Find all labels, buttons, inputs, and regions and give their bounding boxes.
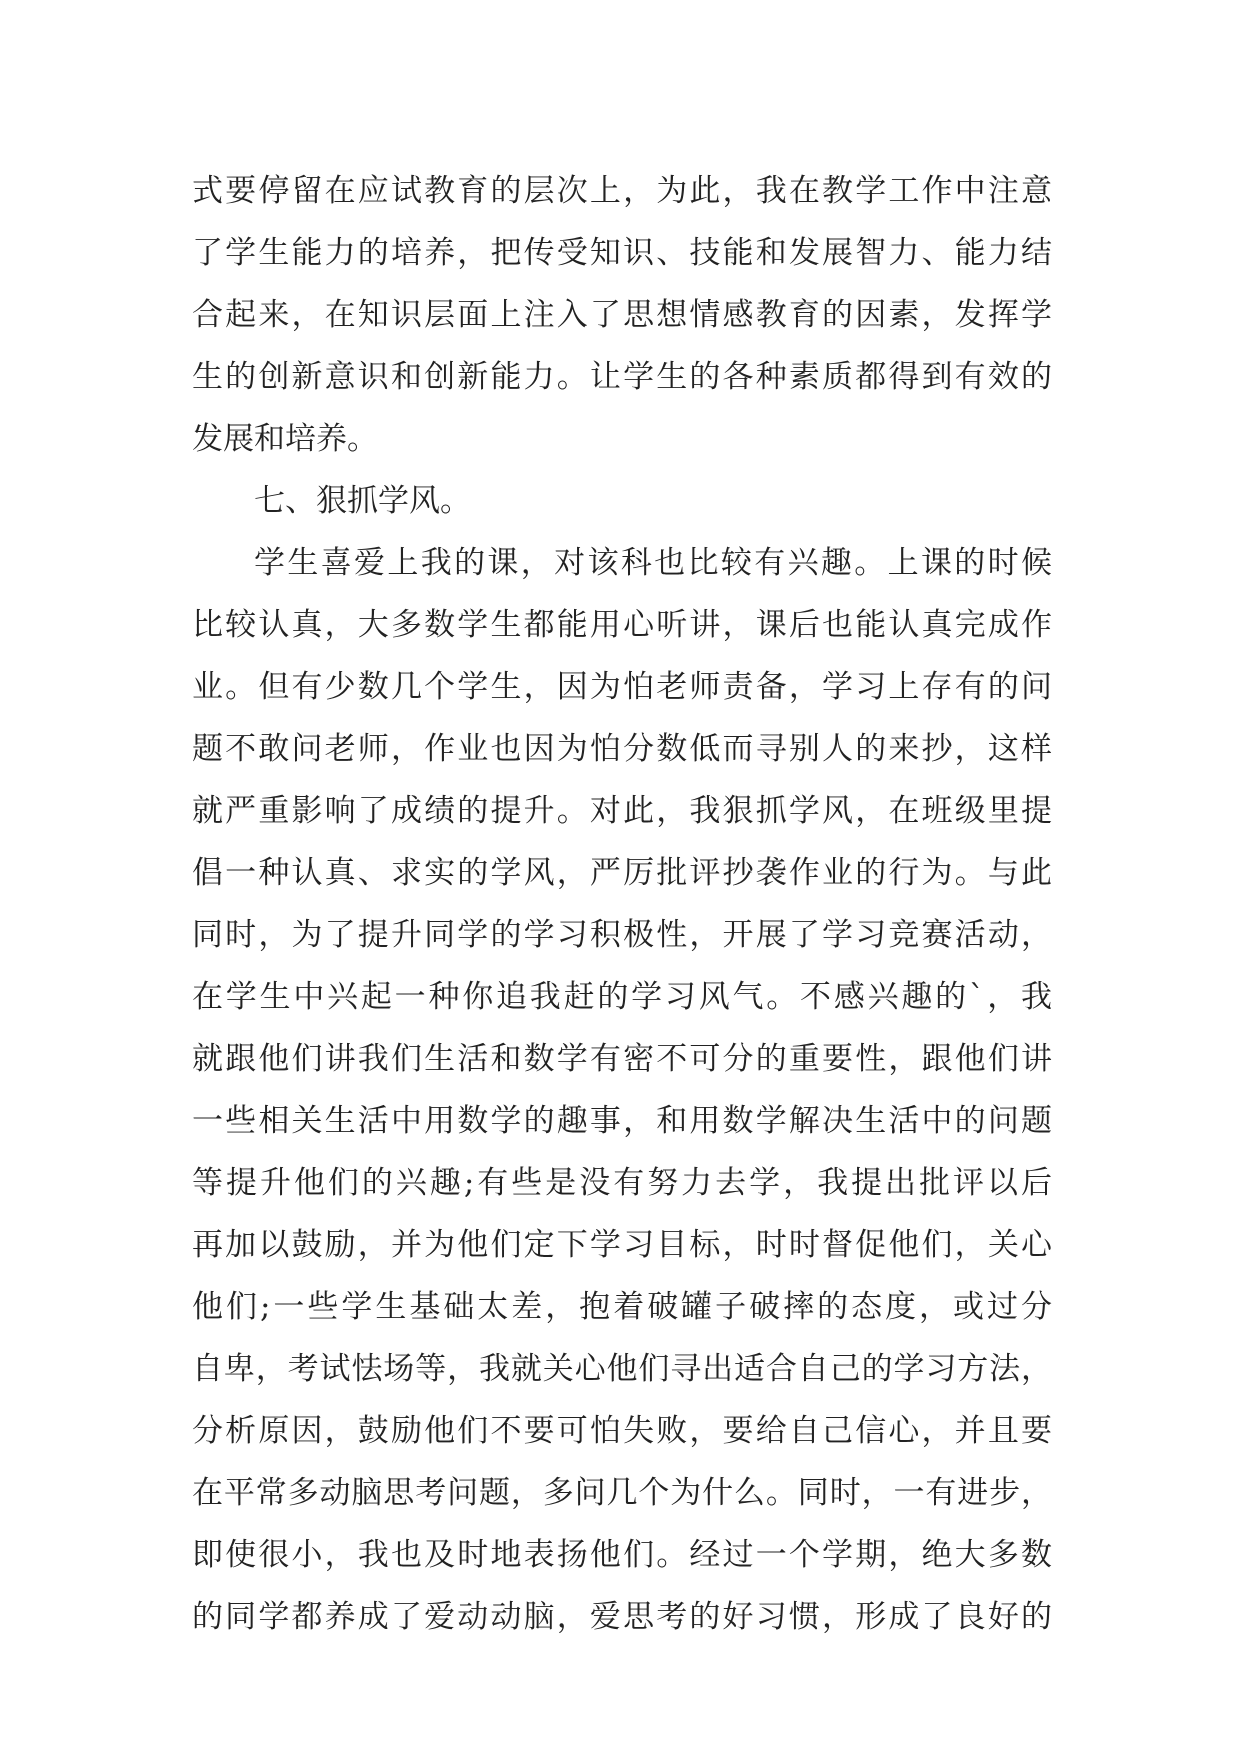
text-line: 就跟他们讲我们生活和数学有密不可分的重要性，跟他们讲 (192, 1041, 1052, 1077)
text-line: 等提升他们的兴趣;有些是没有努力去学，我提出批评以后 (192, 1165, 1052, 1201)
text-line: 比较认真，大多数学生都能用心听讲，课后也能认真完成作 (192, 607, 1052, 643)
text-line: 就严重影响了成绩的提升。对此，我狠抓学风，在班级里提 (192, 793, 1052, 829)
text-line: 再加以鼓励，并为他们定下学习目标，时时督促他们，关心 (192, 1227, 1052, 1263)
text-line: 生的创新意识和创新能力。让学生的各种素质都得到有效的 (192, 359, 1052, 395)
text-line: 即使很小，我也及时地表扬他们。经过一个学期，绝大多数 (192, 1537, 1052, 1573)
text-line: 发展和培养。 (192, 421, 378, 457)
text-line: 分析原因，鼓励他们不要可怕失败，要给自己信心，并且要 (192, 1413, 1052, 1449)
text-line: 同时，为了提升同学的学习积极性，开展了学习竞赛活动， (192, 917, 1052, 953)
text-line: 倡一种认真、求实的学风，严厉批评抄袭作业的行为。与此 (192, 855, 1052, 891)
text-line: 一些相关生活中用数学的趣事，和用数学解决生活中的问题 (192, 1103, 1052, 1139)
text-line: 了学生能力的培养，把传受知识、技能和发展智力、能力结 (192, 235, 1052, 271)
text-line: 业。但有少数几个学生，因为怕老师责备，学习上存有的问 (192, 669, 1052, 705)
text-line: 七、狠抓学风。 (254, 483, 471, 519)
text-line: 式要停留在应试教育的层次上，为此，我在教学工作中注意 (192, 173, 1052, 209)
text-line: 在学生中兴起一种你追我赶的学习风气。不感兴趣的`，我 (192, 979, 1052, 1015)
text-line: 在平常多动脑思考问题，多问几个为什么。同时，一有进步， (192, 1475, 1052, 1511)
body-text (192, 160, 1052, 1648)
text-line: 题不敢问老师，作业也因为怕分数低而寻别人的来抄，这样 (192, 731, 1052, 767)
text-line: 的同学都养成了爱动动脑，爱思考的好习惯，形成了良好的 (192, 1599, 1052, 1635)
text-line: 合起来，在知识层面上注入了思想情感教育的因素，发挥学 (192, 297, 1052, 333)
text-line: 自卑，考试怯场等，我就关心他们寻出适合自己的学习方法， (192, 1351, 1052, 1387)
text-line: 他们;一些学生基础太差，抱着破罐子破摔的态度，或过分 (192, 1289, 1052, 1325)
text-line: 学生喜爱上我的课，对该科也比较有兴趣。上课的时候 (254, 545, 1052, 581)
